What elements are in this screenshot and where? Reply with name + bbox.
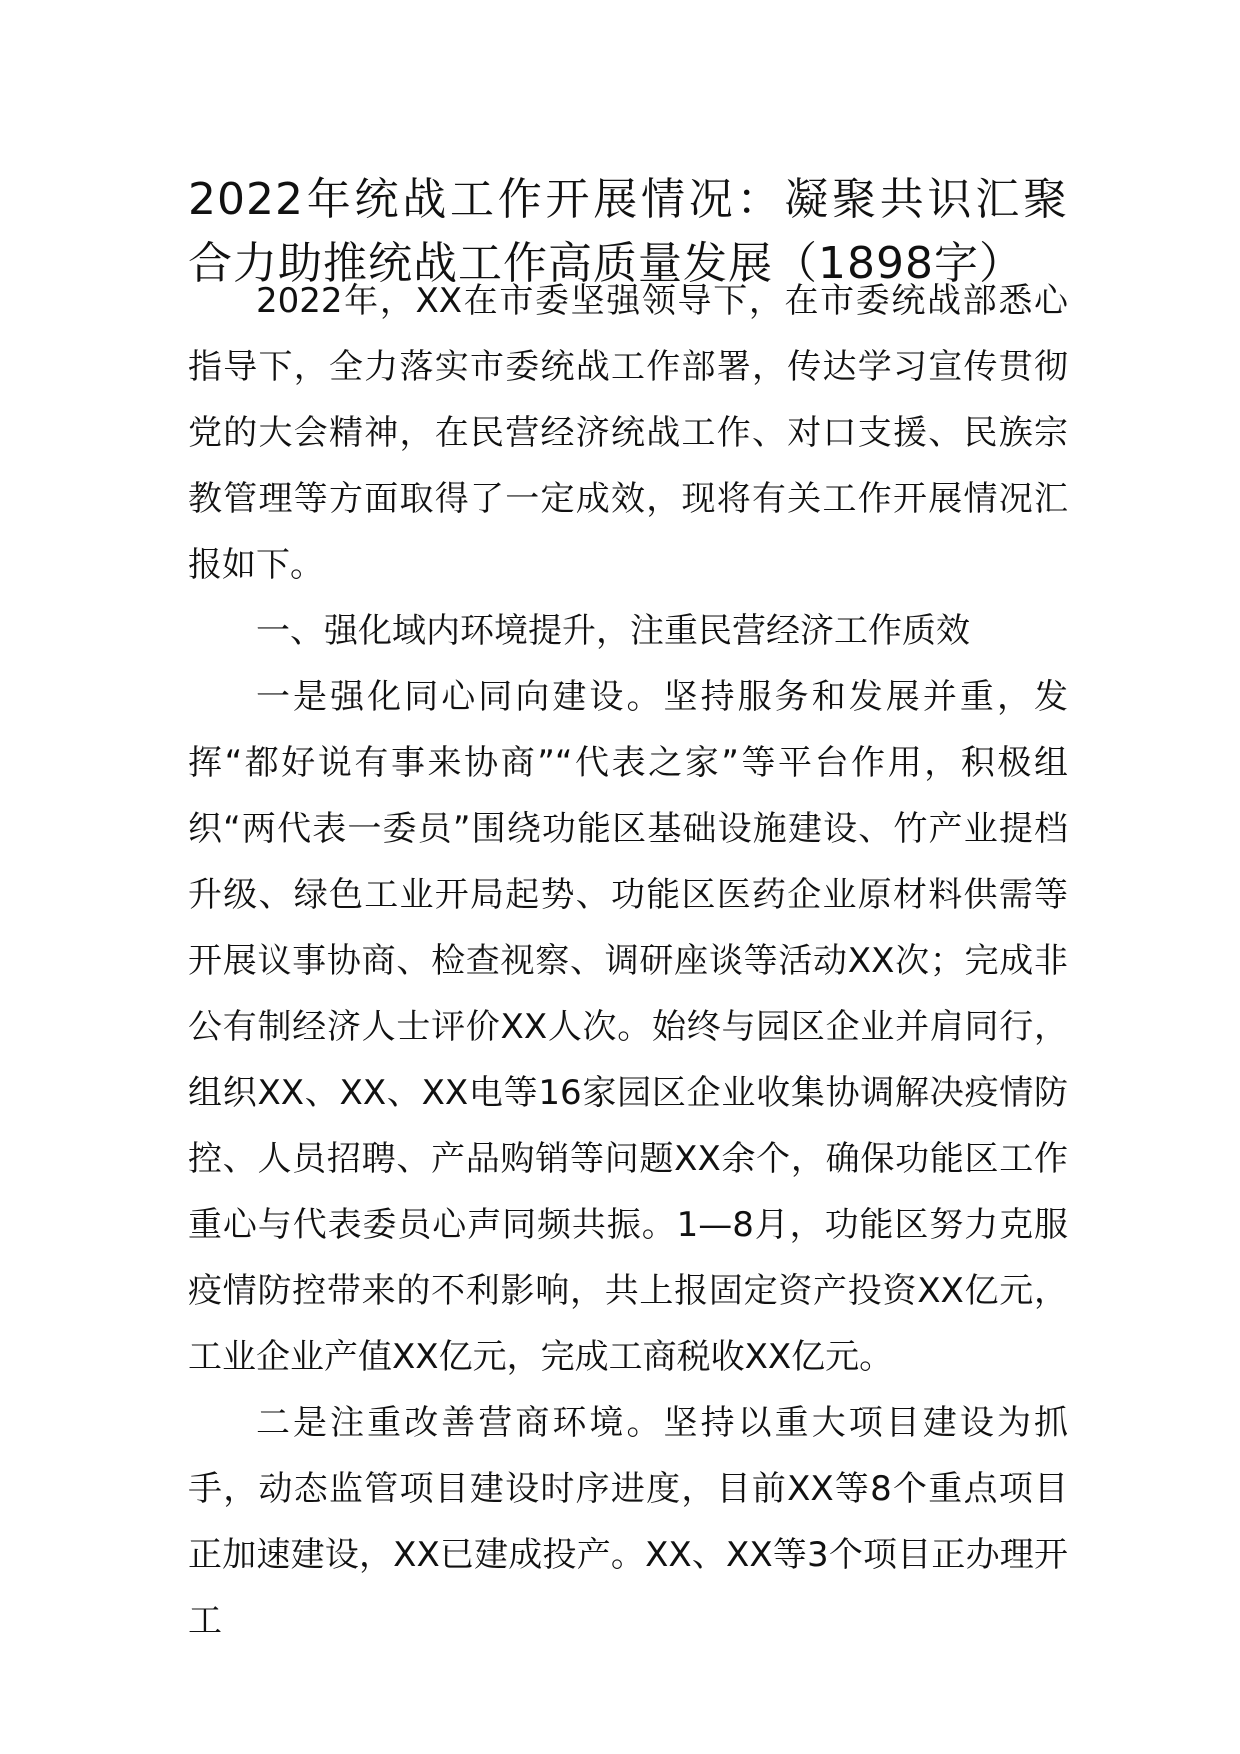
section-1-heading: 一、强化域内环境提升，注重民营经济工作质效 — [256, 611, 970, 651]
document-body — [188, 268, 1068, 1654]
intro-paragraph: 2022年，XX在市委坚强领导下，在市委统战部悉心指导下，全力落实市委统战工作部署，传达学习宣传贯彻党的大会精神，在民营经济统战工作、对口支援、民族宗教管理等方面取得了一定成效，现将有关工作开展情况汇报如下。 — [188, 281, 1068, 585]
document-title: 2022年统战工作开展情况：凝聚共识汇聚合力助推统战工作高质量发展（1898字） — [188, 174, 1068, 289]
section-1-paragraph-2: 二是注重改善营商环境。坚持以重大项目建设为抓手，动态监管项目建设时序进度，目前XX等8个重点项目正加速建设，XX已建成投产。XX、XX等3个项目正办理开工 — [188, 1403, 1068, 1641]
section-1-paragraph-1: 一是强化同心同向建设。坚持服务和发展并重，发挥“都好说有事来协商”“代表之家”等平台作用，积极组织“两代表一委员”围绕功能区基础设施建设、竹产业提档升级、绿色工业开局起势、功能区医药企业原材料供需等开展议事协商、检查视察、调研座谈等活动XX次；完成非公有制经济人士评价XX人次。始终与园区企业并肩同行，组织XX、XX、XX电等16家园区企业收集协调解决疫情防控、人员招聘、产品购销等问题XX余个，确保功能区工作重心与代表委员心声同频共振。1—8月，功能区努力克服疫情防控带来的不利影响，共上报固定资产投资XX亿元，工业企业产值XX亿元，完成工商税收XX亿元。 — [188, 677, 1068, 1377]
